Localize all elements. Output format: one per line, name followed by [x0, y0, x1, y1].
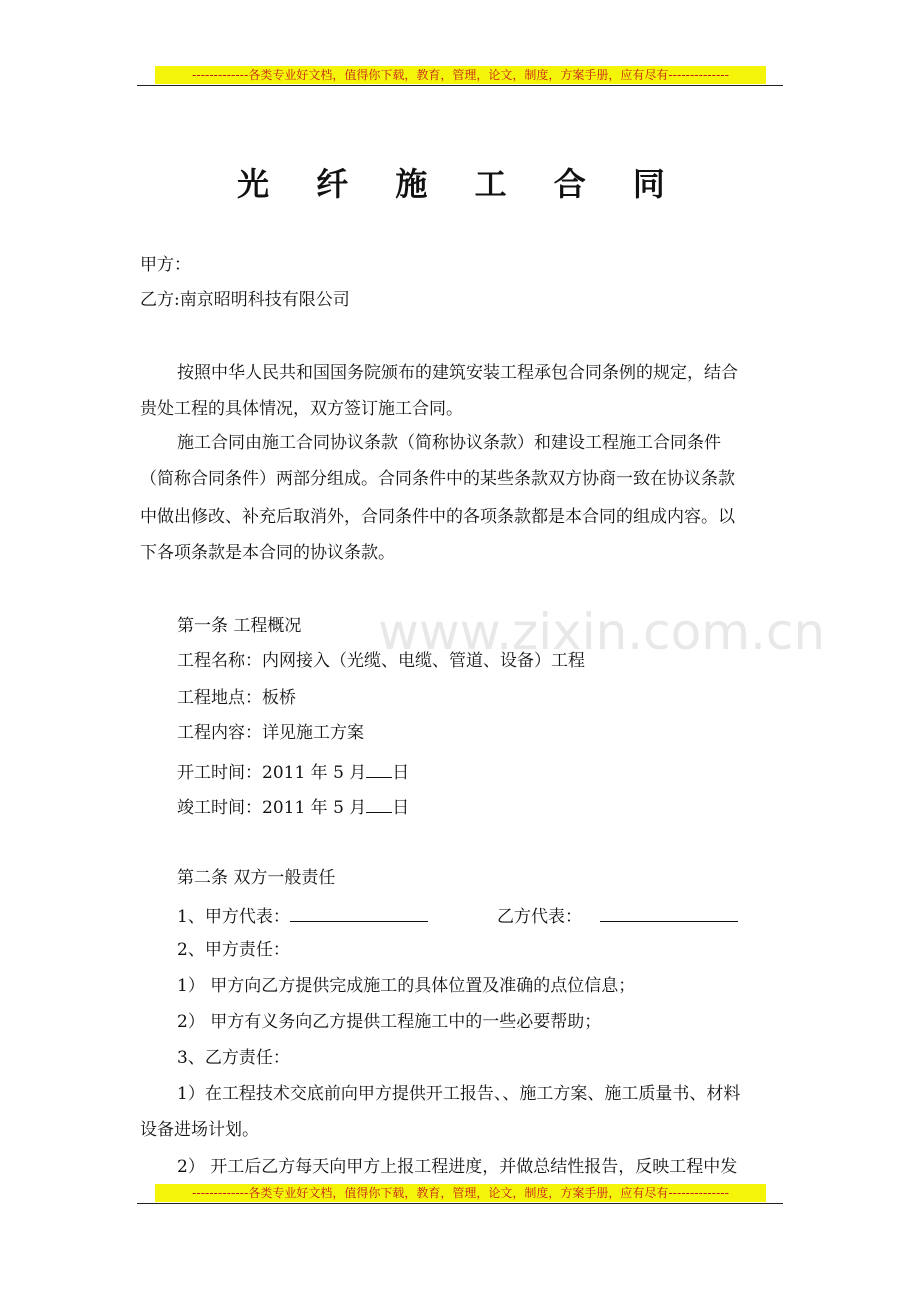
b-responsibility-title: 3、乙方责任： [177, 1048, 290, 1068]
start-date [177, 758, 409, 785]
header-banner: -------------各类专业好文档，值得你下载，教育，管理，论文，制度，方案手册，应有尽有-------------- [155, 66, 766, 84]
article1-heading: 第一条 工程概况 [177, 616, 302, 636]
footer-banner: -------------各类专业好文档，值得你下载，教育，管理，论文，制度，方案手册，应有尽有-------------- [155, 1184, 766, 1202]
intro-line: 中做出修改、补充后取消外，合同条件中的各项条款都是本合同的组成内容。以 [140, 507, 735, 527]
rep-b-line [497, 902, 738, 929]
a-responsibility-item: 2） 甲方有义务向乙方提供工程施工中的一些必要帮助； [177, 1012, 602, 1032]
a-responsibility-title: 2、甲方责任： [177, 940, 290, 960]
intro-line: 下各项条款是本合同的协议条款。 [140, 543, 395, 563]
project-location: 工程地点：板桥 [177, 688, 296, 708]
rep-b-blank[interactable] [600, 902, 738, 922]
project-name: 工程名称：内网接入（光缆、电缆、管道、设备）工程 [177, 651, 585, 671]
watermark: www.zixin.com.cn [378, 603, 826, 661]
start-date-suffix: 日 [392, 763, 410, 783]
rep-a-label: 1、甲方代表： [177, 907, 290, 927]
start-date-prefix: 开工时间：2011 年 5 月 [177, 763, 367, 783]
intro-line: 贵处工程的具体情况，双方签订施工合同。 [140, 399, 463, 419]
party-a: 甲方： [140, 255, 191, 275]
intro-line: 施工合同由施工合同协议条款（简称协议条款）和建设工程施工合同条件 [177, 433, 721, 453]
project-content: 工程内容：详见施工方案 [177, 723, 364, 743]
rep-a-blank[interactable] [290, 902, 428, 922]
rep-a-line [177, 902, 428, 929]
b-responsibility-item: 2） 开工后乙方每天向甲方上报工程进度，并做总结性报告，反映工程中发 [177, 1157, 738, 1177]
intro-line: （简称合同条件）两部分组成。合同条件中的某些条款双方协商一致在协议条款 [140, 469, 735, 489]
a-responsibility-item: 1） 甲方向乙方提供完成施工的具体位置及准确的点位信息； [177, 976, 636, 996]
header-rule [137, 85, 783, 86]
end-date-prefix: 竣工时间：2011 年 5 月 [177, 798, 367, 818]
intro-line: 按照中华人民共和国国务院颁布的建筑安装工程承包合同条例的规定，结合 [177, 363, 738, 383]
start-day-blank[interactable] [366, 758, 392, 778]
end-date [177, 793, 409, 820]
article2-heading: 第二条 双方一般责任 [177, 868, 336, 888]
party-b: 乙方:南京昭明科技有限公司 [140, 290, 350, 310]
end-day-blank[interactable] [366, 793, 392, 813]
end-date-suffix: 日 [392, 798, 410, 818]
footer-rule [137, 1203, 783, 1204]
b-responsibility-item-cont: 设备进场计划。 [140, 1120, 259, 1140]
rep-b-label: 乙方代表： [497, 907, 582, 927]
document-title: 光 纤 施 工 合 同 [237, 165, 683, 203]
b-responsibility-item: 1）在工程技术交底前向甲方提供开工报告、、施工方案、施工质量书、材料 [177, 1084, 741, 1104]
